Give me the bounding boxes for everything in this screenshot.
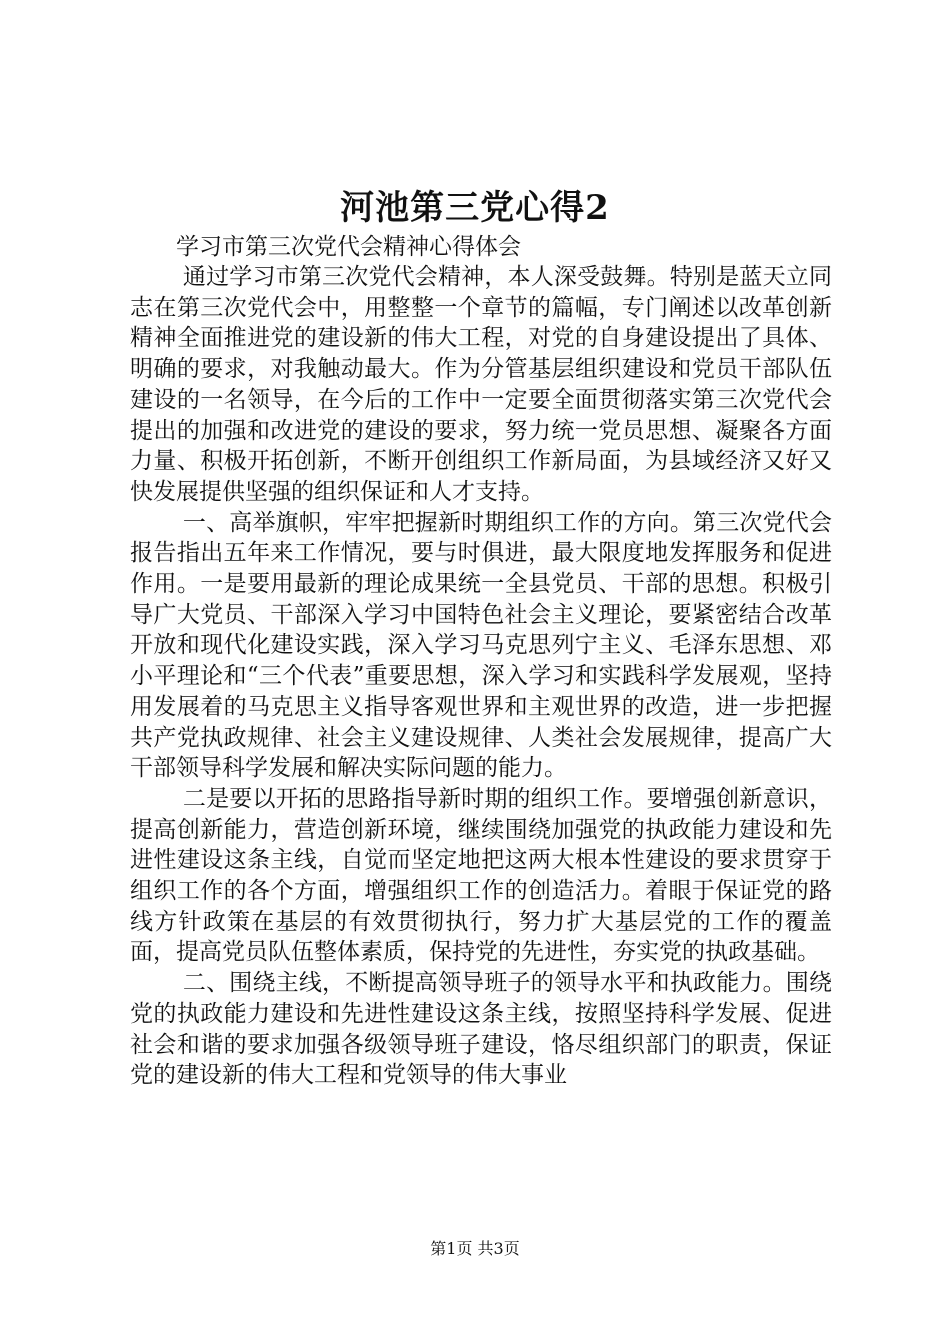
document-body xyxy=(130,232,832,1091)
paragraph-section-1: 一、高举旗帜，牢牢把握新时期组织工作的方向。第三次党代会报告指出五年来工作情况，要与时俱进，最大限度地发挥服务和促进作用。一是要用最新的理论成果统一全县党员、干部的思想。积极引导广大党员、干部深入学习中国特色社会主义理论，要紧密结合改革开放和现代化建设实践，深入学习马克思列宁主义、毛泽东思想、邓小平理论和“三个代表”重要思想，深入学习和实践科学发展观，坚持用发展着的马克思主义指导客观世界和主观世界的改造，进一步把握共产党执政规律、社会主义建设规律、人类社会发展规律，提高广大干部领导科学发展和解决实际问题的能力。 xyxy=(130,509,832,782)
document-subtitle: 学习市第三次党代会精神心得体会 xyxy=(176,234,521,260)
paragraph-section-2: 二、围绕主线，不断提高领导班子的领导水平和执政能力。围绕党的执政能力建设和先进性建设这条主线，按照坚持科学发展、促进社会和谐的要求加强各级领导班子建设，恪尽组织部门的职责，保证党的建设新的伟大工程和党领导的伟大事业 xyxy=(130,970,832,1089)
paragraph-section-1-part-2: 二是要以开拓的思路指导新时期的组织工作。要增强创新意识，提高创新能力，营造创新环境，继续围绕加强党的执政能力建设和先进性建设这条主线，自觉而坚定地把这两大根本性建设的要求贯穿于组织工作的各个方面，增强组织工作的创造活力。着眼于保证党的路线方针政策在基层的有效贯彻执行，努力扩大基层党的工作的覆盖面，提高党员队伍整体素质，保持党的先进性，夯实党的执政基础。 xyxy=(130,785,832,966)
page-title: 河池第三党心得2 xyxy=(340,188,610,228)
page-footer: 第1页 共3页 xyxy=(430,1239,520,1258)
paragraph-intro: 通过学习市第三次党代会精神，本人深受鼓舞。特别是蓝天立同志在第三次党代会中，用整整一个章节的篇幅，专门阐述以改革创新精神全面推进党的建设新的伟大工程，对党的自身建设提出了具体、明确的要求，对我触动最大。作为分管基层组织建设和党员干部队伍建设的一名领导，在今后的工作中一定要全面贯彻落实第三次党代会提出的加强和改进党的建设的要求，努力统一党员思想、凝聚各方面力量、积极开拓创新，不断开创组织工作新局面，为县域经济又好又快发展提供坚强的组织保证和人才支持。 xyxy=(130,264,832,505)
